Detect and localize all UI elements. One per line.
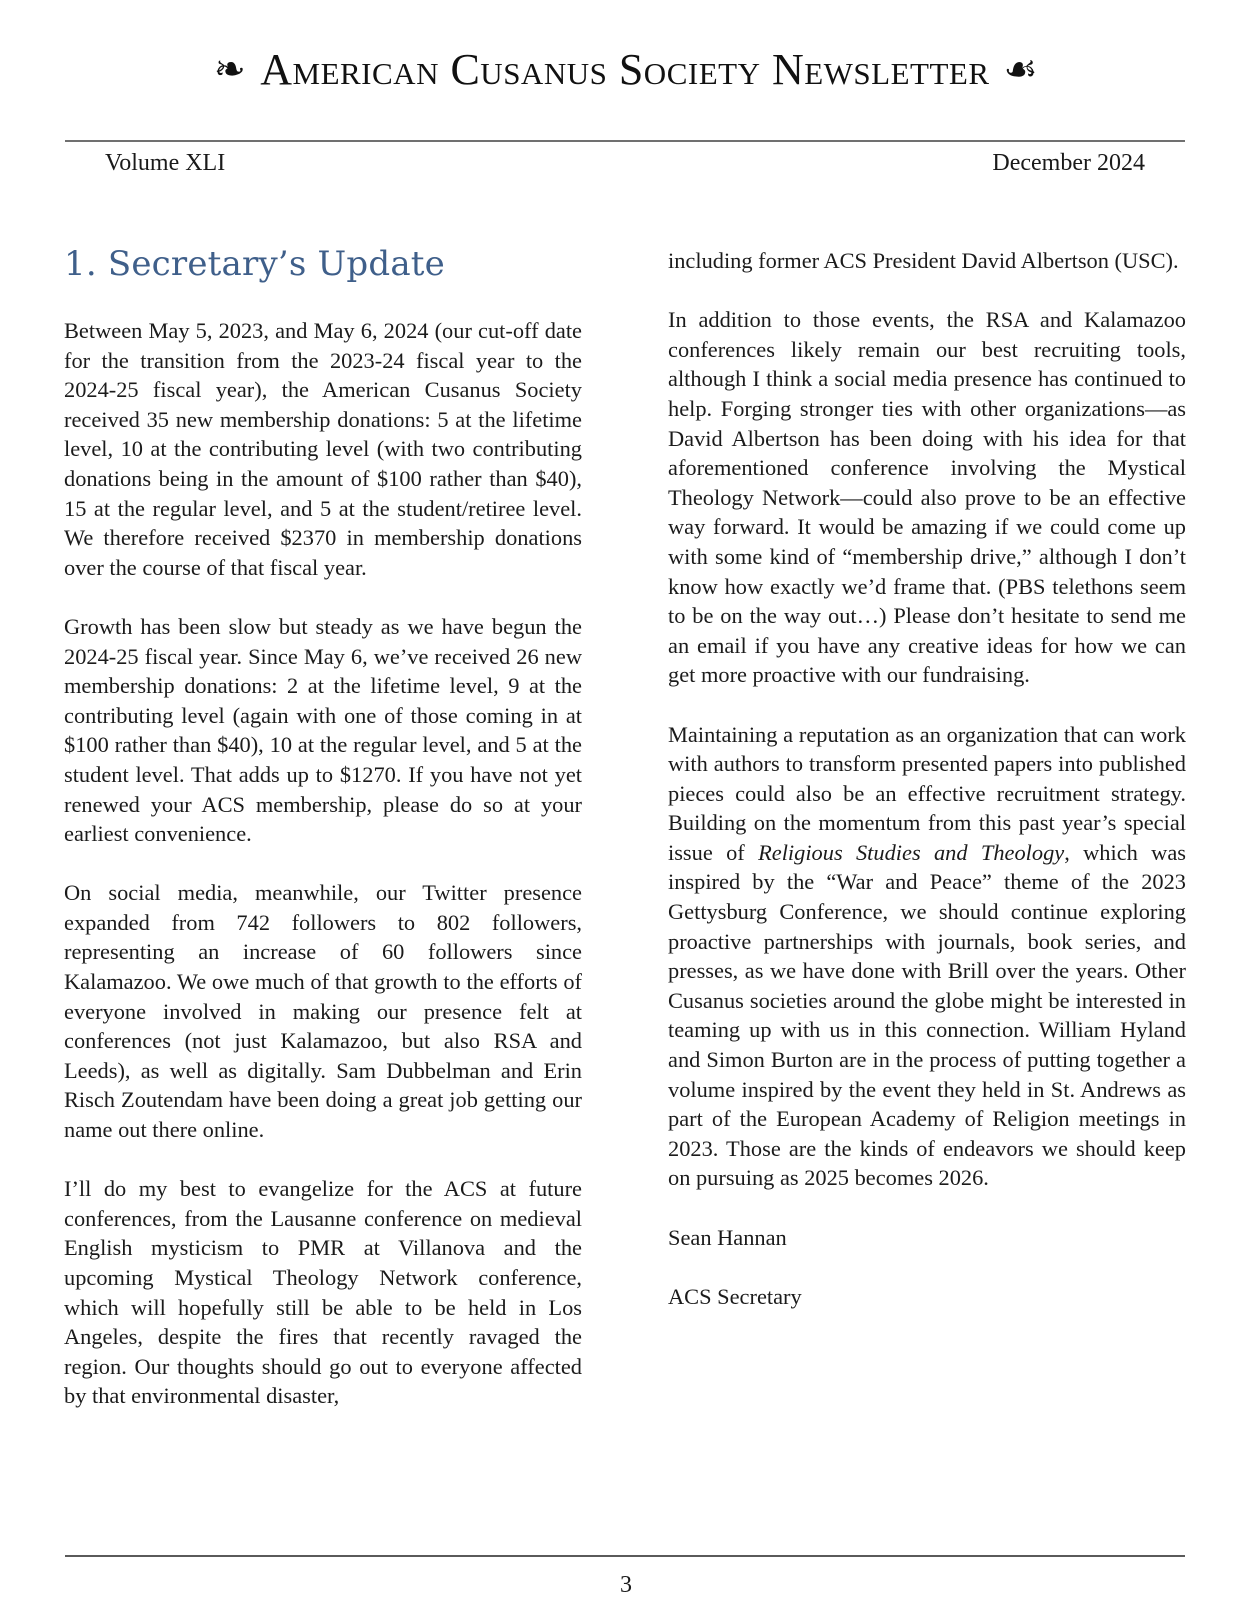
fleuron-left-icon: ❧ <box>213 47 247 91</box>
newsletter-title: American Cusanus Society Newsletter <box>260 45 990 94</box>
paragraph: I’ll do my best to evangelize for the ACS at future conferences, from the Lausanne conference on medieval English mysticism to PMR at Villanova and the upcoming Mystical Theology Network conference, which will hopefully still be able to be held in Los Angeles, despite the fires that recently ravaged the region. Our thoughts should go out to everyone affected by that environmental disaster, <box>64 1176 582 1409</box>
paragraph: In addition to those events, the RSA and Kalamazoo conferences likely remain our best recruiting tools, although I think a social media presence has continued to help. Forging stronger ties with other organizations—as David Albertson has been doing with his idea for that aforementioned conference involving the Mystical Theology Network—could also prove to be an effective way forward. It would be amazing if we could come up with some kind of “membership drive,” although I don’t know how exactly we’d frame that. (PBS telethons seem to be on the way out…) Please don’t hesitate to send me an email if you have any creative ideas for how we can get more proactive with our fundraising. <box>668 307 1186 688</box>
left-column <box>64 316 582 1441</box>
signature-title: ACS Secretary <box>668 1283 802 1309</box>
newsletter-masthead <box>0 44 1252 95</box>
right-column <box>668 246 1186 1341</box>
volume-label: Volume XLI <box>105 150 226 176</box>
paragraph: including former ACS President David Albertson (USC). <box>668 248 1179 273</box>
paragraph: On social media, meanwhile, our Twitter presence expanded from 742 followers to 802 followers, representing an increase of 60 followers since Kalamazoo. We owe much of that growth to the efforts of everyone involved in making our presence felt at conferences (not just Kalamazoo, but also RSA and Leeds), as well as digitally. Sam Dubbelman and Erin Risch Zoutendam have been doing a great job getting our name out there online. <box>64 880 582 1143</box>
fleuron-right-icon: ☙ <box>1003 47 1039 91</box>
journal-title: Religious Studies and Theology <box>758 839 1065 865</box>
issue-date: December 2024 <box>992 150 1145 176</box>
section-heading: 1. Secretary’s Update <box>64 244 445 284</box>
page-number: 3 <box>620 1572 632 1598</box>
signature-name: Sean Hannan <box>668 1224 787 1250</box>
paragraph <box>668 720 1186 1194</box>
header-divider <box>65 140 1185 142</box>
paragraph-text: Maintaining a reputation as an organization that can work with authors to transform presented papers into published pieces could also be an effective recruitment strategy. Building on the momentum from this past year’s special issue of <box>668 721 1186 865</box>
footer-divider <box>65 1555 1185 1557</box>
paragraph: Between May 5, 2023, and May 6, 2024 (our cut-off date for the transition from the 2023-24 fiscal year to the 2024-25 fiscal year), the American Cusanus Society received 35 new membership donations: 5 at the lifetime level, 10 at the contributing level (with two contributing donations being in the amount of $100 rather than $40), 15 at the regular level, and 5 at the student/retiree level. We therefore received $2370 in membership donations over the course of that fiscal year. <box>64 318 582 580</box>
paragraph: Growth has been slow but steady as we have begun the 2024-25 fiscal year. Since May 6, we’ve received 26 new membership donations: 2 at the lifetime level, 9 at the contributing level (again with one of those coming in at $100 rather than $40), 10 at the regular level, and 5 at the student level. That adds up to $1270. If you have not yet renewed your ACS membership, please do so at your earliest convenience. <box>64 613 582 847</box>
paragraph-text: , which was inspired by the “War and Peace” theme of the 2023 Gettysburg Conference, we should continue exploring proactive partnerships with journals, book series, and presses, as we have done with Brill over the years. Other Cusanus societies around the globe might be interested in teaming up with us in this connection. William Hyland and Simon Burton are in the process of putting together a volume inspired by the event they held in St. Andrews as part of the European Academy of Religion meetings in 2023. Those are the kinds of endeavors we should keep on pursuing as 2025 becomes 2026. <box>668 839 1186 1191</box>
